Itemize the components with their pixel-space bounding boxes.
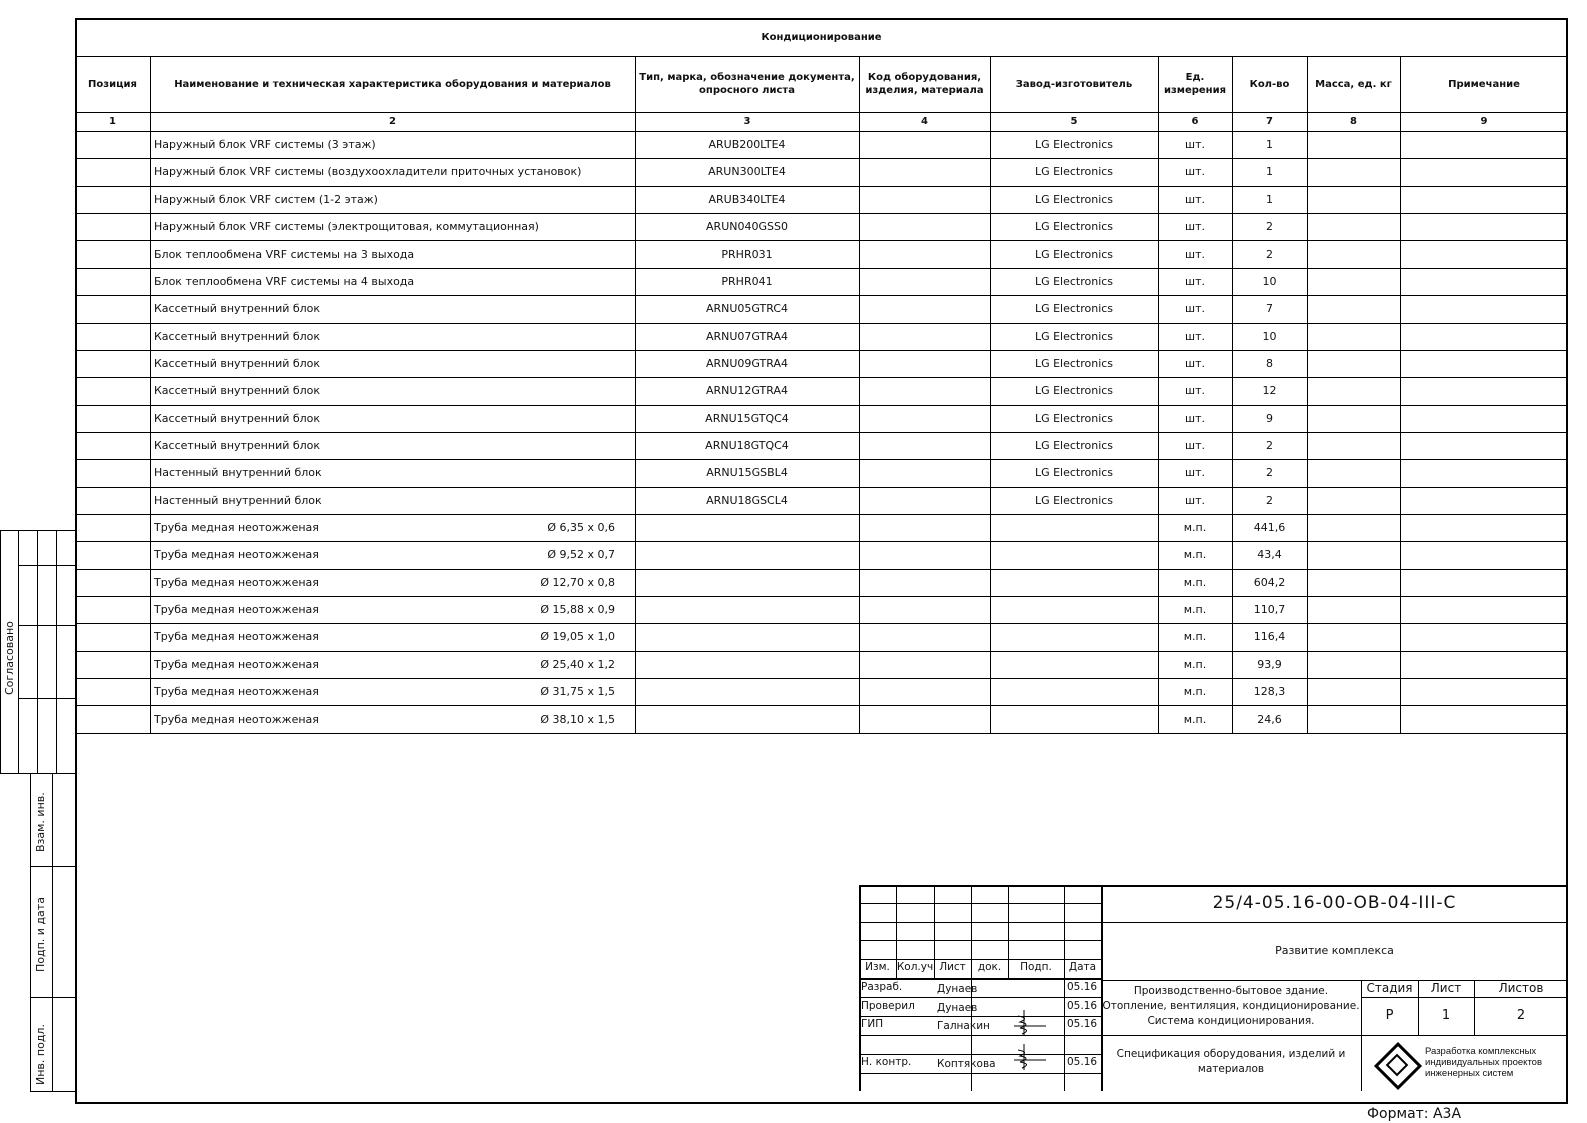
pipe-size: Ø 12,70 х 0,8 <box>540 575 615 589</box>
item-type: ARNU15GSBL4 <box>706 466 788 480</box>
title-block-line <box>859 959 1101 960</box>
item-unit: м.п. <box>1183 712 1207 726</box>
item-qty: 7 <box>1266 302 1273 316</box>
title-block-line <box>859 978 1101 980</box>
item-qty: 2 <box>1266 493 1273 507</box>
item-maker: LG Electronics <box>1034 384 1114 398</box>
stamp-line <box>30 773 31 1091</box>
item-type <box>635 569 859 596</box>
title-block-line <box>859 885 1568 887</box>
item-name: Кассетный внутренний блок <box>154 439 321 453</box>
column-number: 1 <box>109 116 116 127</box>
item-maker <box>990 705 1158 732</box>
item-unit: м.п. <box>1183 575 1207 589</box>
stage-label: Стадия <box>1366 981 1413 995</box>
item-maker: LG Electronics <box>1034 274 1114 288</box>
item-maker <box>990 623 1158 650</box>
signer-role: ГИП <box>861 1018 884 1030</box>
title-block-line <box>859 997 1101 998</box>
item-name: Кассетный внутренний блок <box>154 411 321 425</box>
item-type: ARNU07GTRA4 <box>705 329 789 343</box>
item-type: ARNU09GTRA4 <box>705 356 789 370</box>
item-type: ARUB340LTE4 <box>708 192 786 206</box>
item-qty: 8 <box>1266 356 1273 370</box>
item-name: Труба медная неотожженая <box>154 712 319 726</box>
signature-mark <box>1010 1008 1050 1038</box>
signer-role: Проверил <box>861 1000 915 1012</box>
column-header-note: Примечание <box>1448 78 1520 90</box>
object-line: Производственно-бытовое здание. <box>1133 985 1329 997</box>
company-name-line: инженерных систем <box>1425 1068 1514 1079</box>
object-line: Система кондиционирования. <box>1147 1015 1315 1027</box>
item-unit: шт. <box>1185 356 1205 370</box>
column-header-pos: Позиция <box>88 78 137 90</box>
item-type <box>635 623 859 650</box>
stamp-line <box>30 997 75 998</box>
item-qty: 604,2 <box>1253 575 1286 589</box>
column-header-qty: Кол-во <box>1249 78 1290 90</box>
item-maker: LG Electronics <box>1034 138 1114 152</box>
item-unit: м.п. <box>1183 548 1207 562</box>
item-unit: шт. <box>1185 493 1205 507</box>
item-qty: 9 <box>1266 411 1273 425</box>
pipe-size: Ø 6,35 х 0,6 <box>547 521 615 535</box>
stamp-line <box>30 866 75 867</box>
item-type: ARNU18GTQC4 <box>705 439 789 453</box>
title-block-line <box>859 1035 1101 1036</box>
item-unit: шт. <box>1185 329 1205 343</box>
pipe-size: Ø 25,40 х 1,2 <box>540 657 615 671</box>
title-block-line <box>859 1054 1101 1055</box>
signer-date: 05.16 <box>1067 981 1098 993</box>
signer-role: Разраб. <box>861 981 903 993</box>
title-block-line <box>859 1073 1101 1074</box>
column-header-unit: Ед. измерения <box>1163 72 1227 96</box>
sheets-value: 2 <box>1516 1008 1526 1023</box>
rev-header: Изм. <box>865 961 890 973</box>
item-type <box>635 705 859 732</box>
title-block-line <box>1361 997 1568 998</box>
item-maker: LG Electronics <box>1034 466 1114 480</box>
signer-name: Коптякова <box>937 1058 996 1070</box>
stamp-line <box>30 1091 75 1092</box>
project-name: Развитие комплекса <box>1275 944 1394 957</box>
item-unit: шт. <box>1185 411 1205 425</box>
column-divider <box>859 56 860 733</box>
document-code: 25/4-05.16-00-ОВ-04-III-С <box>1212 893 1457 913</box>
sheet-title-line: Спецификация оборудования, изделий и <box>1116 1048 1346 1060</box>
item-name: Блок теплообмена VRF системы на 4 выхода <box>154 274 415 288</box>
signer-name: Дунаев <box>937 983 978 995</box>
agreed-label: Согласовано <box>3 621 16 695</box>
item-name: Кассетный внутренний блок <box>154 356 321 370</box>
signer-date: 05.16 <box>1067 1018 1098 1030</box>
item-unit: шт. <box>1185 247 1205 261</box>
item-maker <box>990 514 1158 541</box>
rev-header: док. <box>977 961 1002 973</box>
item-type: ARNU12GTRA4 <box>705 384 789 398</box>
title-block-line <box>859 1016 1101 1017</box>
rev-header: Дата <box>1068 961 1097 973</box>
item-unit: шт. <box>1185 384 1205 398</box>
signer-name: Дунаев <box>937 1002 978 1014</box>
title-block-line <box>1101 1035 1568 1036</box>
item-type: ARNU05GTRC4 <box>705 302 789 316</box>
stamp-line <box>18 625 75 626</box>
title-block-line <box>859 903 1101 904</box>
column-number: 8 <box>1350 116 1357 127</box>
column-number: 2 <box>389 116 396 127</box>
item-maker <box>990 651 1158 678</box>
title-block-line <box>1101 922 1568 923</box>
item-maker: LG Electronics <box>1034 411 1114 425</box>
column-number: 5 <box>1070 116 1078 127</box>
item-type: ARUN040GSS0 <box>706 220 788 234</box>
item-qty: 24,6 <box>1257 712 1282 726</box>
item-maker <box>990 678 1158 705</box>
item-unit: шт. <box>1185 274 1205 288</box>
item-type: ARNU15GTQC4 <box>705 411 789 425</box>
item-type <box>635 541 859 568</box>
item-qty: 10 <box>1262 274 1277 288</box>
item-maker: LG Electronics <box>1034 192 1114 206</box>
sheet-value: 1 <box>1441 1008 1451 1023</box>
column-header-code: Код оборудования, изделия, материала <box>865 72 984 96</box>
item-qty: 2 <box>1266 247 1273 261</box>
company-name-line: Разработка комплексных <box>1425 1046 1537 1057</box>
column-divider <box>1307 56 1308 733</box>
item-unit: шт. <box>1185 220 1205 234</box>
column-header-type: Тип, марка, обозначение документа, опросного листа <box>639 72 855 96</box>
item-maker: LG Electronics <box>1034 247 1114 261</box>
stamp-line <box>18 698 75 699</box>
column-number: 9 <box>1480 116 1488 127</box>
column-number: 7 <box>1266 116 1273 127</box>
item-maker: LG Electronics <box>1034 220 1114 234</box>
item-maker <box>990 541 1158 568</box>
pipe-size: Ø 15,88 х 0,9 <box>540 603 615 617</box>
item-type: ARUN300LTE4 <box>708 165 786 179</box>
stamp-line <box>52 773 53 1091</box>
item-maker <box>990 596 1158 623</box>
item-name: Наружный блок VRF системы (3 этаж) <box>154 138 376 152</box>
rev-header: Подп. <box>1020 961 1052 973</box>
pipe-size: Ø 19,05 х 1,0 <box>540 630 615 644</box>
title-block-line <box>859 940 1101 941</box>
company-name-line: индивидуальных проектов <box>1425 1057 1543 1068</box>
item-name: Труба медная неотожженая <box>154 630 319 644</box>
inv-orig-label: Инв. подл. <box>34 1024 47 1085</box>
item-maker: LG Electronics <box>1034 439 1114 453</box>
rev-header: Кол.уч <box>896 961 934 973</box>
title-block-line <box>1064 885 1065 1091</box>
pipe-size: Ø 9,52 х 0,7 <box>547 548 615 562</box>
item-name: Кассетный внутренний блок <box>154 329 321 343</box>
column-divider <box>1400 56 1401 733</box>
signer-date: 05.16 <box>1067 1056 1098 1068</box>
item-name: Настенный внутренний блок <box>154 466 322 480</box>
title-block-line <box>859 922 1101 923</box>
item-qty: 2 <box>1266 220 1273 234</box>
item-unit: шт. <box>1185 165 1205 179</box>
sheet-title-line: материалов <box>1197 1063 1265 1075</box>
item-qty: 1 <box>1266 138 1273 152</box>
item-maker: LG Electronics <box>1034 329 1114 343</box>
item-name: Кассетный внутренний блок <box>154 302 321 316</box>
item-qty: 43,4 <box>1257 548 1282 562</box>
item-name: Труба медная неотожженая <box>154 548 319 562</box>
rev-header: Лист <box>939 961 966 973</box>
section-title: Кондиционирование <box>761 31 882 43</box>
item-maker: LG Electronics <box>1034 165 1114 179</box>
pipe-size: Ø 38,10 х 1,5 <box>540 712 615 726</box>
item-type <box>635 596 859 623</box>
item-unit: шт. <box>1185 302 1205 316</box>
item-unit: шт. <box>1185 192 1205 206</box>
sheet-label: Лист <box>1430 981 1462 995</box>
item-maker: LG Electronics <box>1034 302 1114 316</box>
stage-value: Р <box>1385 1008 1394 1023</box>
item-name: Труба медная неотожженая <box>154 685 319 699</box>
item-type: ARNU18GSCL4 <box>706 493 788 507</box>
item-name: Кассетный внутренний блок <box>154 384 321 398</box>
item-qty: 441,6 <box>1253 521 1286 535</box>
item-type: PRHR031 <box>721 247 773 261</box>
item-qty: 1 <box>1266 165 1273 179</box>
item-qty: 93,9 <box>1257 657 1282 671</box>
item-unit: шт. <box>1185 466 1205 480</box>
column-number: 4 <box>921 116 928 127</box>
item-unit: м.п. <box>1183 603 1207 617</box>
pipe-size: Ø 31,75 х 1,5 <box>540 685 615 699</box>
stamp-line <box>0 773 75 774</box>
item-unit: м.п. <box>1183 657 1207 671</box>
item-name: Наружный блок VRF систем (1-2 этаж) <box>154 192 378 206</box>
column-header-name: Наименование и техническая характеристика оборудования и материалов <box>174 78 611 90</box>
item-type <box>635 678 859 705</box>
item-unit: м.п. <box>1183 685 1207 699</box>
item-type <box>635 651 859 678</box>
stamp-line <box>56 530 57 773</box>
stamp-line <box>18 530 19 773</box>
column-header-mass: Масса, ед. кг <box>1315 78 1392 90</box>
item-name: Труба медная неотожженая <box>154 657 319 671</box>
item-type: PRHR041 <box>721 274 773 288</box>
signer-name: Галнакин <box>937 1020 990 1032</box>
column-number: 6 <box>1191 116 1199 127</box>
item-qty: 116,4 <box>1253 630 1286 644</box>
item-name: Наружный блок VRF системы (электрощитовая, коммутационная) <box>154 220 539 234</box>
item-type: ARUB200LTE4 <box>708 138 786 152</box>
item-qty: 2 <box>1266 466 1273 480</box>
item-name: Блок теплообмена VRF системы на 3 выхода <box>154 247 415 261</box>
sign-date-label: Подп. и дата <box>34 897 47 972</box>
item-unit: шт. <box>1185 439 1205 453</box>
item-maker: LG Electronics <box>1034 356 1114 370</box>
item-unit: м.п. <box>1183 521 1207 535</box>
item-name: Настенный внутренний блок <box>154 493 322 507</box>
stamp-line <box>0 530 1 773</box>
signer-date: 05.16 <box>1067 1000 1098 1012</box>
item-qty: 1 <box>1266 192 1273 206</box>
item-qty: 128,3 <box>1253 685 1286 699</box>
item-maker <box>990 569 1158 596</box>
item-qty: 10 <box>1262 329 1277 343</box>
item-name: Труба медная неотожженая <box>154 575 319 589</box>
inv-replace-label: Взам. инв. <box>34 792 47 852</box>
item-name: Наружный блок VRF системы (воздухоохладители приточных установок) <box>154 165 582 179</box>
item-name: Труба медная неотожженая <box>154 521 319 535</box>
signer-role: Н. контр. <box>861 1056 912 1068</box>
stamp-line <box>18 565 75 566</box>
stamp-line <box>37 530 38 773</box>
item-qty: 12 <box>1262 384 1277 398</box>
item-type <box>635 514 859 541</box>
item-qty: 110,7 <box>1253 603 1286 617</box>
format-label: Формат: А3А <box>1367 1106 1462 1122</box>
item-unit: шт. <box>1185 138 1205 152</box>
object-line: Отопление, вентиляция, кондиционирование. <box>1102 1000 1360 1012</box>
column-number: 3 <box>743 116 751 127</box>
item-unit: м.п. <box>1183 630 1207 644</box>
item-qty: 2 <box>1266 439 1273 453</box>
sheets-label: Листов <box>1498 981 1544 995</box>
item-maker: LG Electronics <box>1034 493 1114 507</box>
row-divider <box>75 733 1568 734</box>
item-name: Труба медная неотожженая <box>154 603 319 617</box>
column-header-maker: Завод-изготовитель <box>1015 78 1133 90</box>
signature-mark <box>1010 1042 1050 1072</box>
